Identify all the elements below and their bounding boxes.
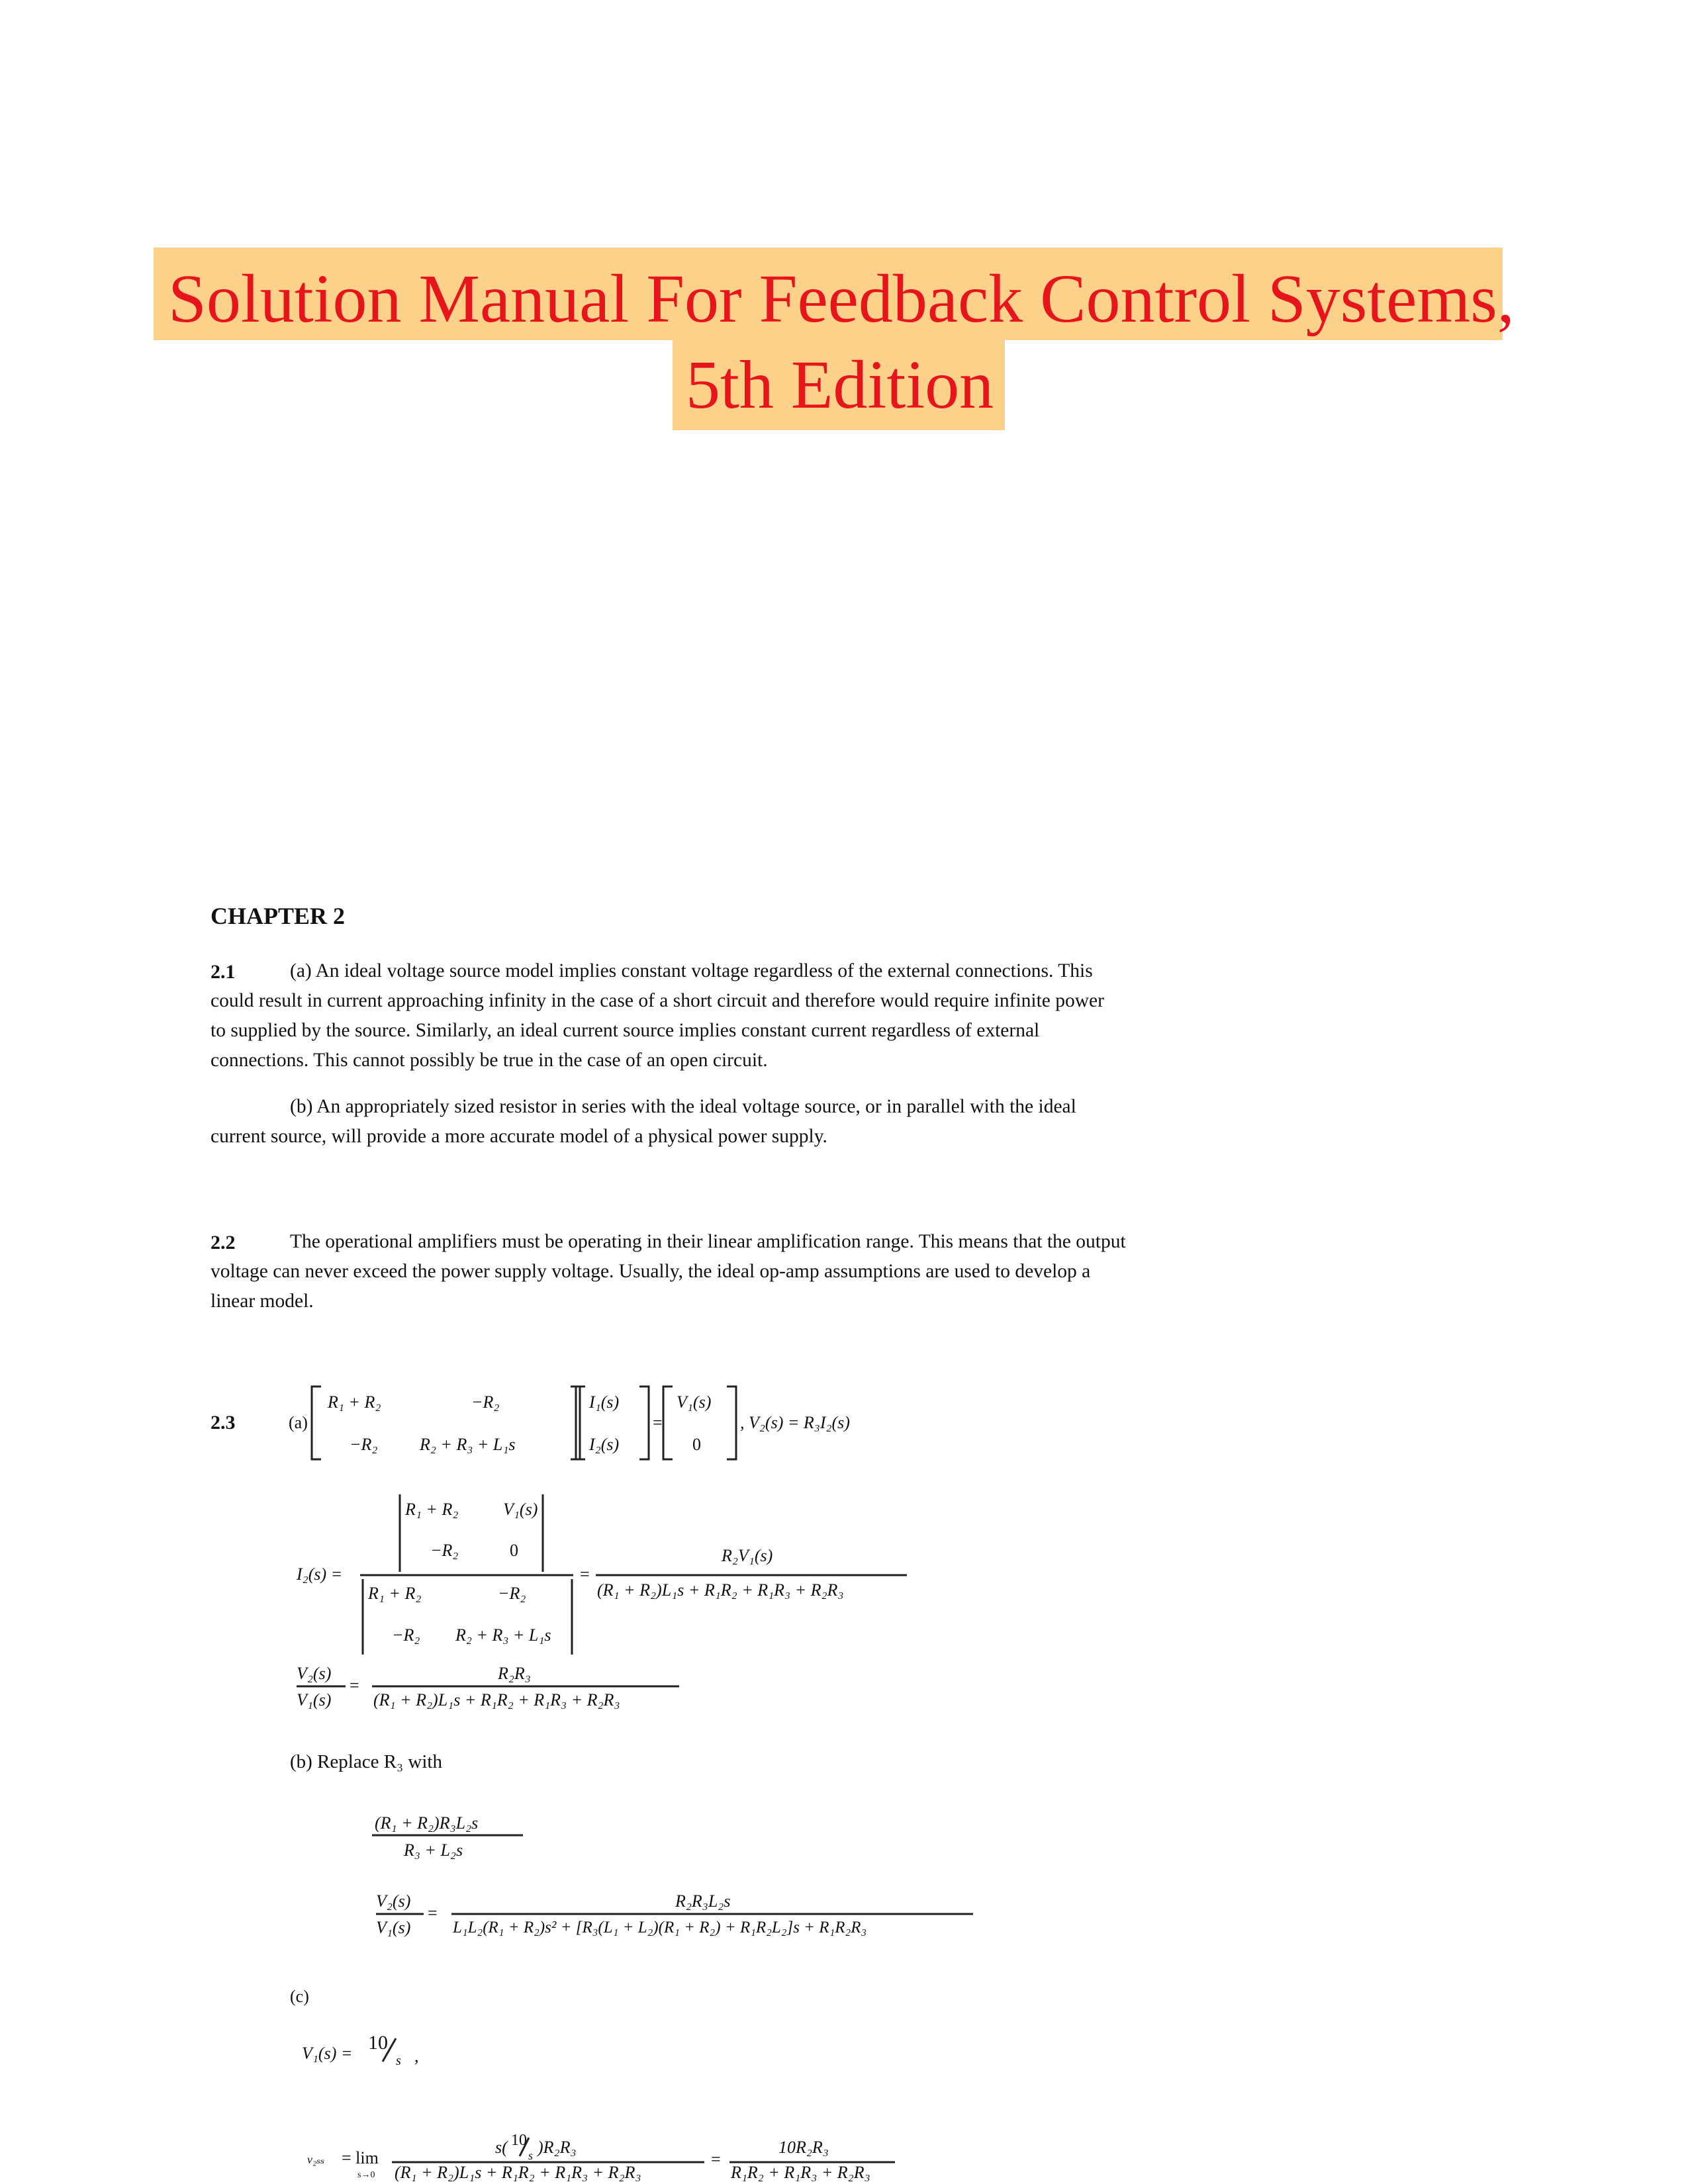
fraction-denominator: (R₁ + R₂)L₁s + R₁R₂ + R₁R₃ + R₂R₃ <box>597 1580 844 1600</box>
matrix-entry: −R₂ <box>471 1392 500 1412</box>
problem-number-2-3: 2.3 <box>211 1412 236 1433</box>
fraction-numerator: R₂R₃ <box>498 1664 531 1683</box>
fraction-numerator: s( <box>495 2138 508 2157</box>
tf-numerator-label: V₂(s) <box>376 1891 411 1911</box>
fraction-numerator: R₂R₃L₂s <box>675 1891 731 1911</box>
problem-number-2-2: 2.2 <box>211 1232 236 1253</box>
vector-entry: I₁(s) <box>589 1392 620 1412</box>
part-b-text: (b) Replace R₃ with <box>290 1751 442 1772</box>
equals-sign: = <box>653 1413 663 1432</box>
title-line-2: 5th Edition <box>686 347 994 423</box>
determinant-entry: R₁ + R₂ <box>405 1500 459 1519</box>
limit-operator: = lim <box>342 2148 379 2167</box>
title-line-1: Solution Manual For Feedback Control Systems, <box>168 261 1515 337</box>
right-bracket <box>727 1387 736 1459</box>
determinant-entry: −R₂ <box>392 1625 420 1645</box>
fraction-numerator: R₂V₁(s) <box>722 1546 773 1565</box>
vector-entry: V₁(s) <box>677 1392 712 1412</box>
determinant-entry: R₂ + R₃ + L₁s <box>455 1625 551 1645</box>
part-label-c: (c) <box>290 1987 309 2006</box>
left-bracket <box>312 1387 321 1459</box>
text-line: voltage can never exceed the power supply voltage. Usually, the ideal op-amp assumptions are used to develop a <box>211 1261 1091 1282</box>
tf-denominator-label: V₁(s) <box>297 1690 332 1709</box>
determinant-entry: V₁(s) <box>503 1500 538 1519</box>
chapter-heading: CHAPTER 2 <box>211 903 346 929</box>
tf-denominator-label: V₁(s) <box>376 1918 411 1937</box>
determinant-entry: −R₂ <box>430 1541 459 1560</box>
fraction-numerator: 10R₂R₃ <box>778 2138 829 2157</box>
fraction-denominator: R₁R₂ + R₁R₃ + R₂R₃ <box>731 2163 870 2182</box>
left-bracket <box>663 1387 673 1459</box>
determinant-entry: 0 <box>510 1541 518 1560</box>
equals-sign: = <box>350 1676 359 1695</box>
fraction-denominator: (R₁ + R₂)L₁s + R₁R₂ + R₁R₃ + R₂R₃ <box>373 1690 620 1709</box>
matrix-entry: R₁ + R₂ <box>328 1392 381 1412</box>
input-s: s <box>396 2054 401 2068</box>
fraction-denominator: L₁L₂(R₁ + R₂)s² + [R₃(L₁ + L₂)(R₁ + R₂) + R₁R₂L₂]s + R₁R₂R₃ <box>453 1919 867 1936</box>
equals-sign: = <box>711 2150 721 2169</box>
fraction-numerator: s <box>528 2149 534 2162</box>
fraction-denominator: (R₁ + R₂)L₁s + R₁R₂ + R₁R₃ + R₂R₃ <box>395 2163 641 2182</box>
fraction-numerator: )R₂R₃ <box>538 2138 577 2157</box>
determinant-entry: −R₂ <box>498 1584 526 1603</box>
vector-entry: I₂(s) <box>589 1435 620 1454</box>
text-line: (b) An appropriately sized resistor in series with the ideal voltage source, or in parallel with the ideal <box>290 1096 1076 1117</box>
input-magnitude: 10 <box>368 2032 388 2054</box>
equals-sign: = <box>428 1903 438 1923</box>
text-line: current source, will provide a more accurate model of a physical power supply. <box>211 1126 827 1147</box>
problem-number-2-1: 2.1 <box>211 961 236 983</box>
fraction-denominator: R₃ + L₂s <box>404 1841 463 1860</box>
text-line: could result in current approaching infinity in the case of a short circuit and therefore would require infinite power <box>211 990 1104 1011</box>
limit-subscript: s→0 <box>357 2170 375 2180</box>
tf-numerator-label: V₂(s) <box>297 1664 332 1683</box>
right-bracket <box>639 1387 649 1459</box>
fraction-numerator: 10 <box>511 2132 527 2149</box>
equals-sign: = <box>580 1565 590 1584</box>
comma: , <box>414 2046 419 2066</box>
v1-definition: V₁(s) = <box>302 2044 353 2063</box>
text-line: connections. This cannot possibly be true in the case of an open circuit. <box>211 1050 768 1071</box>
text-line: The operational amplifiers must be operating in their linear amplification range. This means that the output <box>290 1231 1126 1252</box>
matrix-entry: R₂ + R₃ + L₁s <box>420 1435 516 1454</box>
vector-entry: 0 <box>692 1435 701 1454</box>
text-line: to supplied by the source. Similarly, an ideal current source implies constant current regardless of external <box>211 1020 1040 1041</box>
text-line: linear model. <box>211 1291 314 1312</box>
v2-definition: , V₂(s) = R₃I₂(s) <box>740 1413 850 1432</box>
steady-state-output: v₂ₛₛ <box>307 2153 325 2166</box>
i2-lhs: I₂(s) = <box>297 1565 343 1584</box>
text-line: (a) An ideal voltage source model implies constant voltage regardless of the external connections. This <box>290 960 1093 981</box>
matrix-entry: −R₂ <box>350 1435 378 1454</box>
fraction-numerator: (R₁ + R₂)R₃L₂s <box>375 1813 479 1833</box>
determinant-entry: R₁ + R₂ <box>368 1584 422 1603</box>
part-label-a: (a) <box>289 1413 308 1432</box>
